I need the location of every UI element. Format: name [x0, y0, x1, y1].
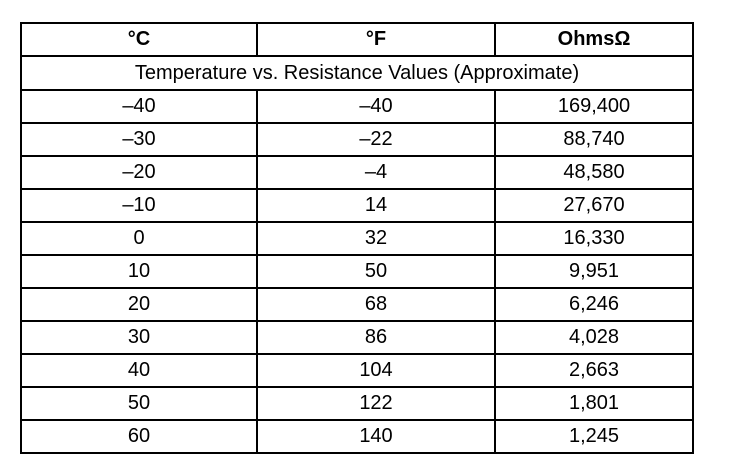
ohms-cell: 27,670	[495, 189, 693, 222]
celsius-cell: 20	[21, 288, 257, 321]
fahrenheit-cell: 68	[257, 288, 495, 321]
caption-row	[21, 56, 693, 90]
ohms-cell: 169,400	[495, 90, 693, 123]
fahrenheit-cell: 140	[257, 420, 495, 453]
table-caption: Temperature vs. Resistance Values (Approximate)	[21, 56, 693, 90]
header-fahrenheit: °F	[257, 23, 495, 56]
table-row	[21, 90, 693, 123]
table-row	[21, 387, 693, 420]
ohms-cell: 6,246	[495, 288, 693, 321]
celsius-cell: –40	[21, 90, 257, 123]
ohms-cell: 2,663	[495, 354, 693, 387]
ohms-cell: 9,951	[495, 255, 693, 288]
table-row	[21, 288, 693, 321]
fahrenheit-cell: 14	[257, 189, 495, 222]
celsius-cell: 10	[21, 255, 257, 288]
fahrenheit-cell: 50	[257, 255, 495, 288]
table-row	[21, 321, 693, 354]
fahrenheit-cell: 32	[257, 222, 495, 255]
header-row	[21, 23, 693, 56]
celsius-cell: 0	[21, 222, 257, 255]
table-row	[21, 354, 693, 387]
celsius-cell: 30	[21, 321, 257, 354]
celsius-cell: –30	[21, 123, 257, 156]
ohms-cell: 88,740	[495, 123, 693, 156]
resistance-table-container	[20, 22, 694, 454]
celsius-cell: –20	[21, 156, 257, 189]
celsius-cell: 40	[21, 354, 257, 387]
table-row	[21, 123, 693, 156]
ohms-cell: 16,330	[495, 222, 693, 255]
header-celsius: °C	[21, 23, 257, 56]
fahrenheit-cell: 104	[257, 354, 495, 387]
header-ohms: OhmsΩ	[495, 23, 693, 56]
fahrenheit-cell: –4	[257, 156, 495, 189]
ohms-cell: 1,801	[495, 387, 693, 420]
celsius-cell: 50	[21, 387, 257, 420]
table-body	[21, 90, 693, 453]
celsius-cell: –10	[21, 189, 257, 222]
celsius-cell: 60	[21, 420, 257, 453]
ohms-cell: 4,028	[495, 321, 693, 354]
table-row	[21, 156, 693, 189]
fahrenheit-cell: –22	[257, 123, 495, 156]
fahrenheit-cell: 86	[257, 321, 495, 354]
temperature-resistance-table	[20, 22, 694, 454]
table-row	[21, 420, 693, 453]
table-row	[21, 255, 693, 288]
table-row	[21, 189, 693, 222]
table-row	[21, 222, 693, 255]
ohms-cell: 48,580	[495, 156, 693, 189]
ohms-cell: 1,245	[495, 420, 693, 453]
fahrenheit-cell: –40	[257, 90, 495, 123]
fahrenheit-cell: 122	[257, 387, 495, 420]
